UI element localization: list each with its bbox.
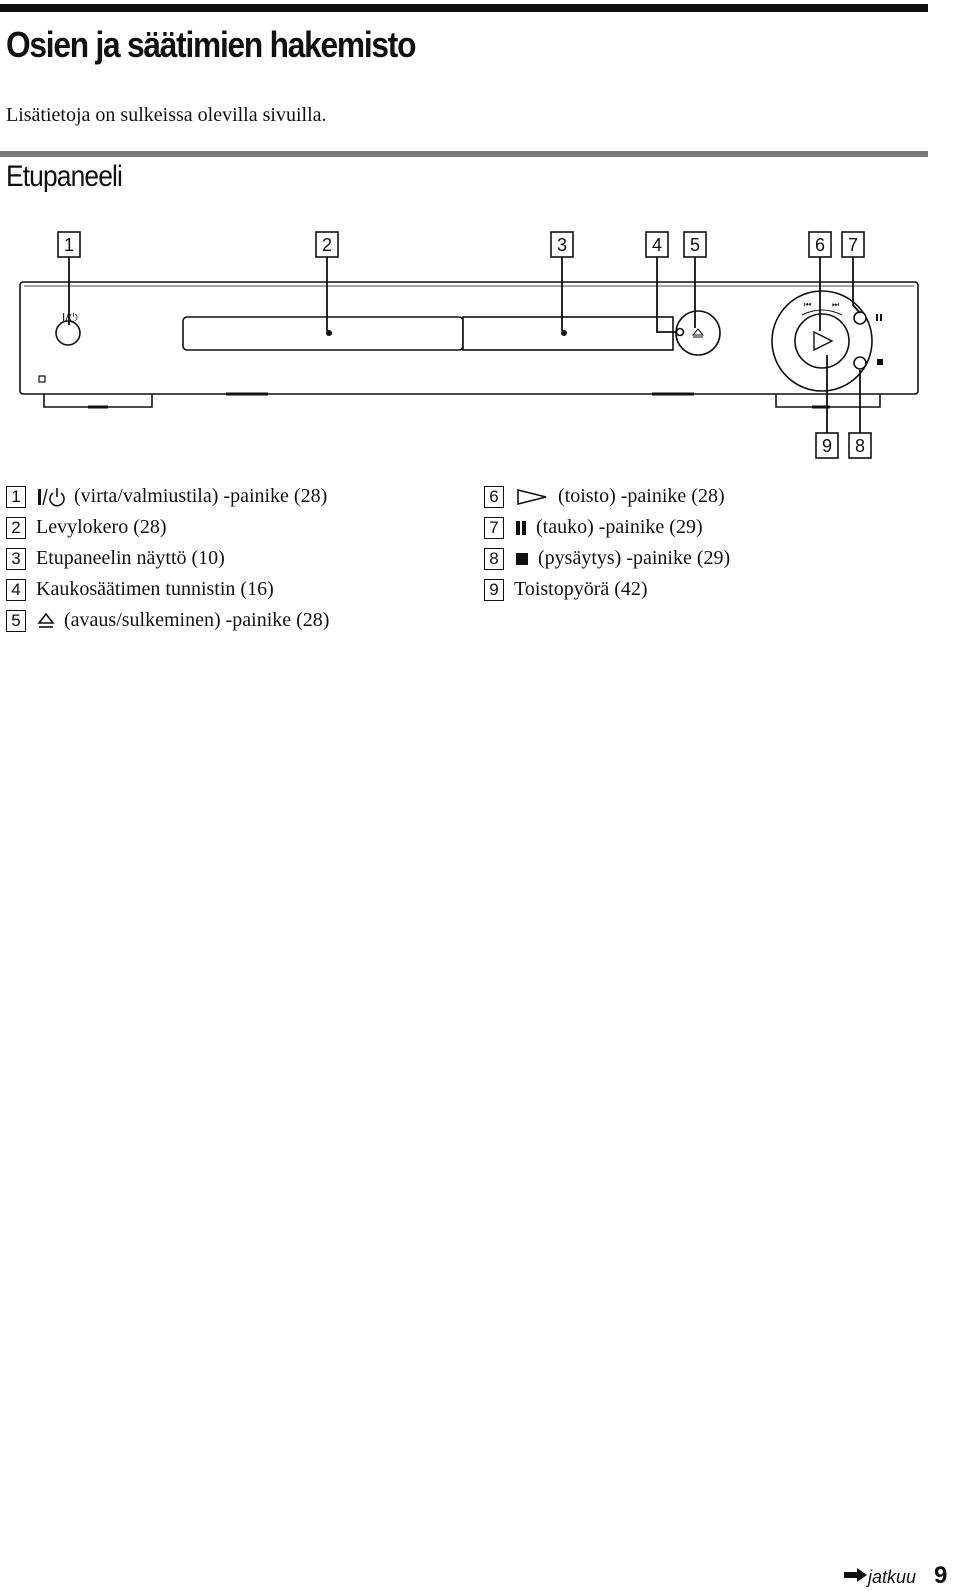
svg-text:1: 1	[63, 235, 75, 255]
list-item	[6, 574, 329, 605]
item-text: Kaukosäätimen tunnistin (16)	[36, 578, 274, 600]
item-text: Etupaneelin näyttö (10)	[36, 547, 225, 569]
play-icon	[514, 487, 550, 507]
svg-text:4: 4	[651, 235, 663, 255]
svg-text:5: 5	[689, 235, 701, 255]
svg-text:⏭: ⏭	[832, 300, 840, 309]
pause-icon	[514, 518, 528, 538]
list-item	[6, 605, 329, 636]
svg-text:3: 3	[556, 235, 568, 255]
disc-tray	[183, 317, 463, 350]
power-standby-icon	[36, 487, 66, 507]
power-label: I/⏻	[62, 311, 78, 324]
item-text: (tauko) -painike (29)	[536, 516, 703, 538]
item-text: (toisto) -painike (28)	[558, 485, 725, 507]
item-text: (pysäytys) -painike (29)	[538, 547, 731, 569]
play-button	[795, 314, 849, 368]
item-text: Levylokero (28)	[36, 516, 167, 538]
legend-right	[484, 481, 730, 605]
item-text: (avaus/sulkeminen) -painike (28)	[64, 609, 330, 631]
foot-right	[776, 394, 880, 407]
callout-8	[849, 433, 871, 458]
power-button	[56, 321, 80, 345]
stop-button	[854, 357, 866, 369]
svg-text:8: 8	[854, 436, 866, 456]
continued-note	[844, 1567, 916, 1588]
list-item	[484, 512, 730, 543]
callout-1	[58, 232, 80, 257]
svg-text:6: 6	[814, 235, 826, 255]
item-number: 1	[6, 486, 26, 508]
callout-7	[842, 232, 864, 257]
section-rule	[0, 151, 928, 157]
eject-icon	[36, 611, 56, 631]
svg-text:9: 9	[821, 436, 833, 456]
item-number: 5	[6, 610, 26, 632]
list-item	[6, 481, 329, 512]
front-display	[463, 317, 673, 350]
svg-text:⏮: ⏮	[804, 300, 812, 309]
callout-4	[646, 232, 668, 257]
list-item	[6, 512, 329, 543]
callout-9	[816, 433, 838, 458]
item-text: (virta/valmiustila) -painike (28)	[74, 485, 328, 507]
foot-left	[44, 394, 152, 407]
list-item	[484, 481, 730, 512]
arrow-right-icon	[844, 1567, 868, 1588]
top-rule	[0, 4, 928, 12]
item-text: Toistopyörä (42)	[514, 578, 648, 600]
item-number: 2	[6, 517, 26, 539]
callout-3	[551, 232, 573, 257]
section-title: Etupaneeli	[6, 160, 122, 193]
list-item	[6, 543, 329, 574]
callout-5	[684, 232, 706, 257]
item-number: 6	[484, 486, 504, 508]
item-number: 7	[484, 517, 504, 539]
page-number: 9	[934, 1562, 948, 1589]
svg-text:2: 2	[321, 235, 333, 255]
list-item	[484, 543, 730, 574]
item-number: 4	[6, 579, 26, 601]
item-number: 3	[6, 548, 26, 570]
list-item	[484, 574, 730, 605]
item-number: 8	[484, 548, 504, 570]
stop-icon	[514, 549, 530, 569]
front-panel-diagram	[0, 225, 960, 465]
intro-text: Lisätietoja on sulkeissa olevilla sivuilla.	[6, 104, 327, 126]
callout-6	[809, 232, 831, 257]
continued-text: jatkuu	[867, 1567, 916, 1587]
callout-2	[316, 232, 338, 257]
pause-button	[854, 312, 866, 324]
svg-text:7: 7	[847, 235, 859, 255]
legend-left	[6, 481, 329, 636]
item-number: 9	[484, 579, 504, 601]
page-title: Osien ja säätimien hakemisto	[6, 24, 416, 65]
